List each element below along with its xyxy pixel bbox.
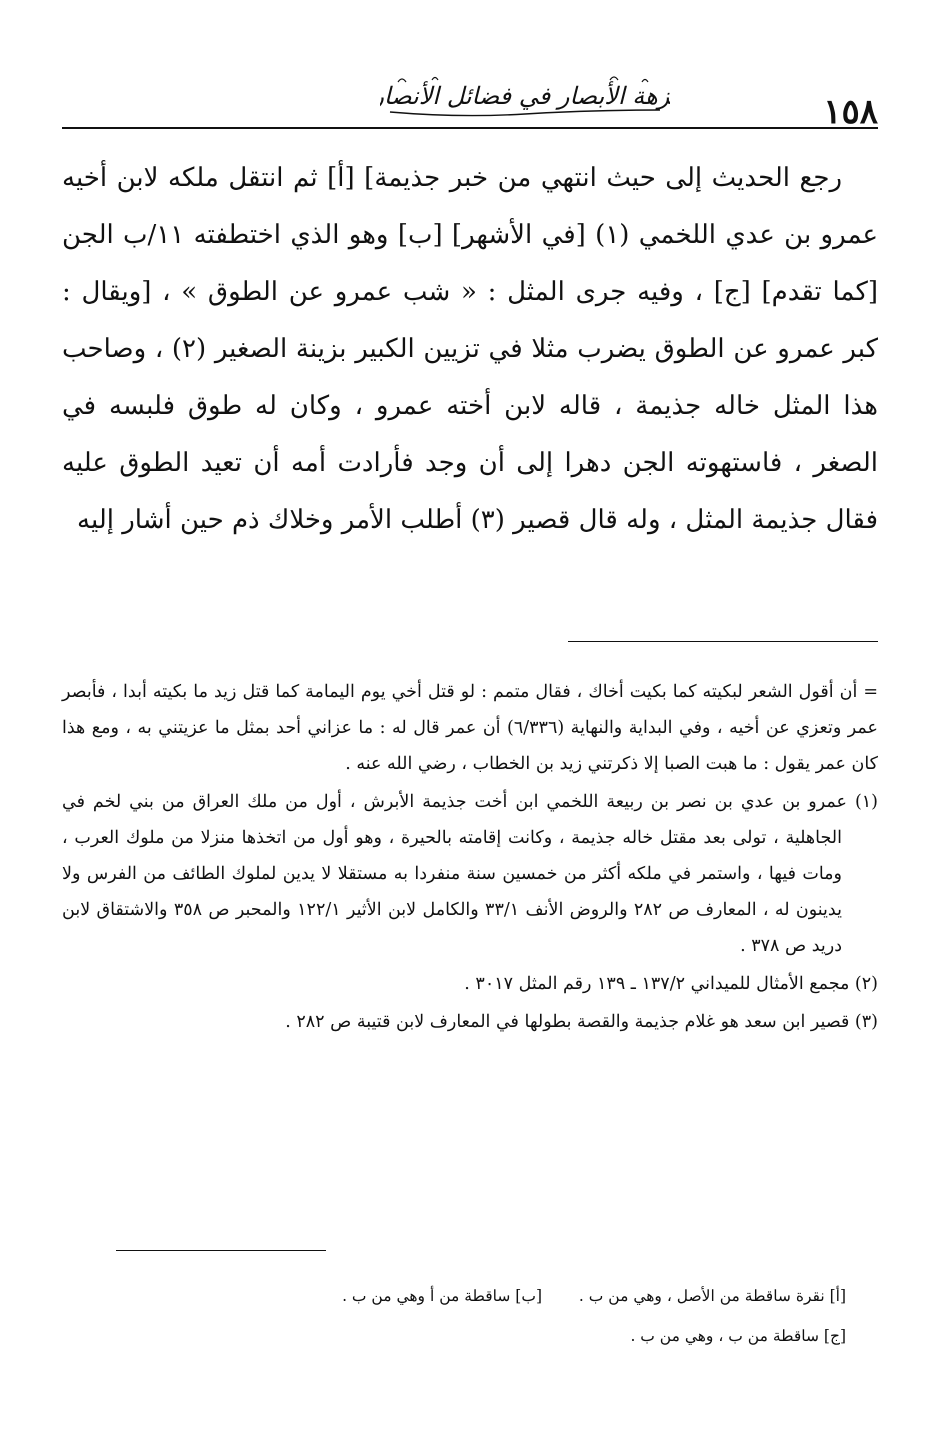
footnotes: [62, 674, 878, 1042]
variant-c: [ج] ساقطة من ب ، وهي من ب .: [630, 1327, 846, 1345]
footnote-continuation: = أن أقول الشعر لبكيته كما بكيت أخاك ، فقال متمم : لو قتل أخي يوم اليمامة كما قتل زيد ما بكيته أبدا ، فأبصر عمر وتعزي عن أخيه ، وفي البداية والنهاية (٦/٣٣٦) أن عمر قال له : ما عزاني أحد بمثل ما عزيتني به ، ومع هذا كان عمر يقول : ما هبت الصبا إلا ذكرتني زيد بن الخطاب ، رضي الله عنه .: [62, 682, 878, 774]
textual-variants: [62, 1276, 846, 1356]
footnote-1: (١) عمرو بن عدي بن نصر بن ربيعة اللخمي ابن أخت جذيمة الأبرش ، أول من ملك العراق من بني لخم في الجاهلية ، تولى بعد مقتل خاله جذيمة ، وكانت إقامته بالحيرة ، وهو أول من اتخذها منزلا من ملوك العرب ، ومات فيها ، واستمر في ملكه أكثر من خمسين سنة منفردا به مستقلا لا يدين لملوك الطائف من الفرس ولا يدينون له ، المعارف ص ٢٨٢ والروض الأنف ٣٣/١ والكامل لابن الأثير ١٢٢/١ والمحبر ص ٣٥٨ والاشتقاق لابن دريد ص ٣٧٨ .: [62, 792, 878, 956]
variant-b: [ب] ساقطة من أ وهي من ب .: [342, 1287, 542, 1305]
header-rule: [62, 127, 878, 129]
footnote-2: (٢) مجمع الأمثال للميداني ١٣٧/٢ ـ ١٣٩ رقم المثل ٣٠١٧ .: [464, 974, 878, 994]
variants-separator: [116, 1250, 326, 1251]
footnote-3: (٣) قصير ابن سعد هو غلام جذيمة والقصة بطولها في المعارف لابن قتيبة ص ٢٨٢ .: [285, 1012, 878, 1032]
variant-a: [أ] نقرة ساقطة من الأصل ، وهي من ب .: [578, 1287, 846, 1305]
running-title-text: نزهة الأبصار في فضائل الأنصار: [380, 82, 670, 110]
main-paragraph: رجع الحديث إلى حيث انتهي من خبر جذيمة] [أ] ثم انتقل ملكه لابن أخيه عمرو بن عدي اللخمي (١) [في الأشهر] [ب] وهو الذي اختطفته ١١/ب الجن [كما تقدم] [ج] ، وفيه جرى المثل : « شب عمرو عن الطوق » ، [ويقال : كبر عمرو عن الطوق يضرب مثلا في تزيين الكبير بزينة الصغير (٢) ، وصاحب هذا المثل خاله جذيمة ، قاله لابن أخته عمرو ، وكان له طوق فلبسه في الصغر ، فاستهوته الجن دهرا إلى أن وجد فأرادت أمه أن تعيد الطوق عليه فقال جذيمة المثل ، وله قال قصير (٣) أطلب الأمر وخلاك ذم حين أشار إليه: [62, 163, 878, 535]
running-title-calligraphy: [380, 70, 670, 120]
main-text: [62, 150, 878, 549]
footnote-separator: [568, 641, 878, 642]
page-number: ١٥٨: [823, 92, 878, 132]
